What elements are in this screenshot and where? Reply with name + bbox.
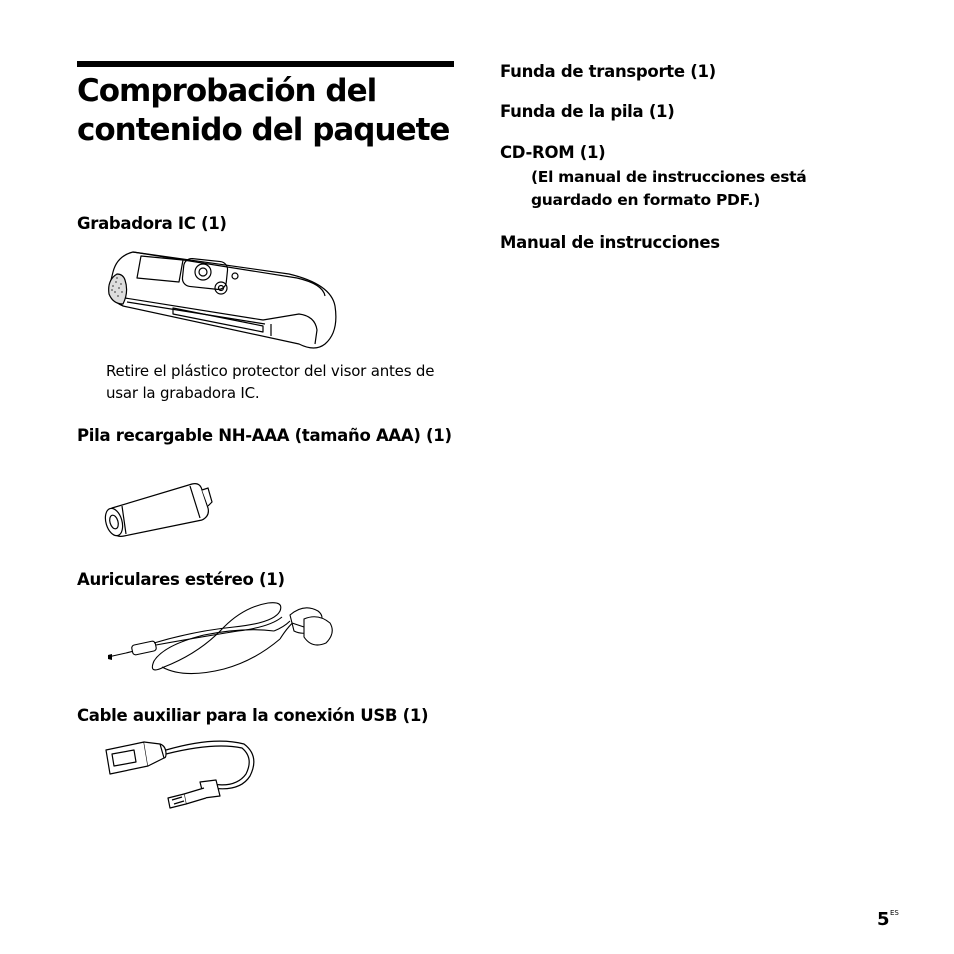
title-rule bbox=[77, 61, 454, 67]
page-title: Comprobación del contenido del paquete bbox=[77, 73, 450, 148]
carrying-case-heading: Funda de transporte (1) bbox=[500, 62, 716, 81]
usb-cable-heading: Cable auxiliar para la conexión USB (1) bbox=[77, 706, 429, 725]
page-number: 5 bbox=[877, 909, 890, 930]
usb-cable-illustration bbox=[104, 736, 258, 812]
cdrom-note: (El manual de instrucciones está guardado en formato PDF.) bbox=[531, 168, 807, 209]
stereo-headphones-illustration bbox=[104, 597, 338, 679]
cdrom-heading: CD-ROM (1) bbox=[500, 143, 606, 162]
recorder-note: Retire el plástico protector del visor antes de usar la grabadora IC. bbox=[106, 362, 435, 402]
recorder-heading: Grabadora IC (1) bbox=[77, 214, 227, 233]
battery-heading: Pila recargable NH-AAA (tamaño AAA) (1) bbox=[77, 426, 452, 445]
battery-case-heading: Funda de la pila (1) bbox=[500, 102, 675, 121]
headphones-heading: Auriculares estéreo (1) bbox=[77, 570, 285, 589]
manual-heading: Manual de instrucciones bbox=[500, 233, 720, 252]
page-language-code: ES bbox=[890, 909, 899, 917]
ic-recorder-illustration bbox=[103, 244, 339, 354]
aaa-battery-illustration bbox=[104, 478, 214, 540]
